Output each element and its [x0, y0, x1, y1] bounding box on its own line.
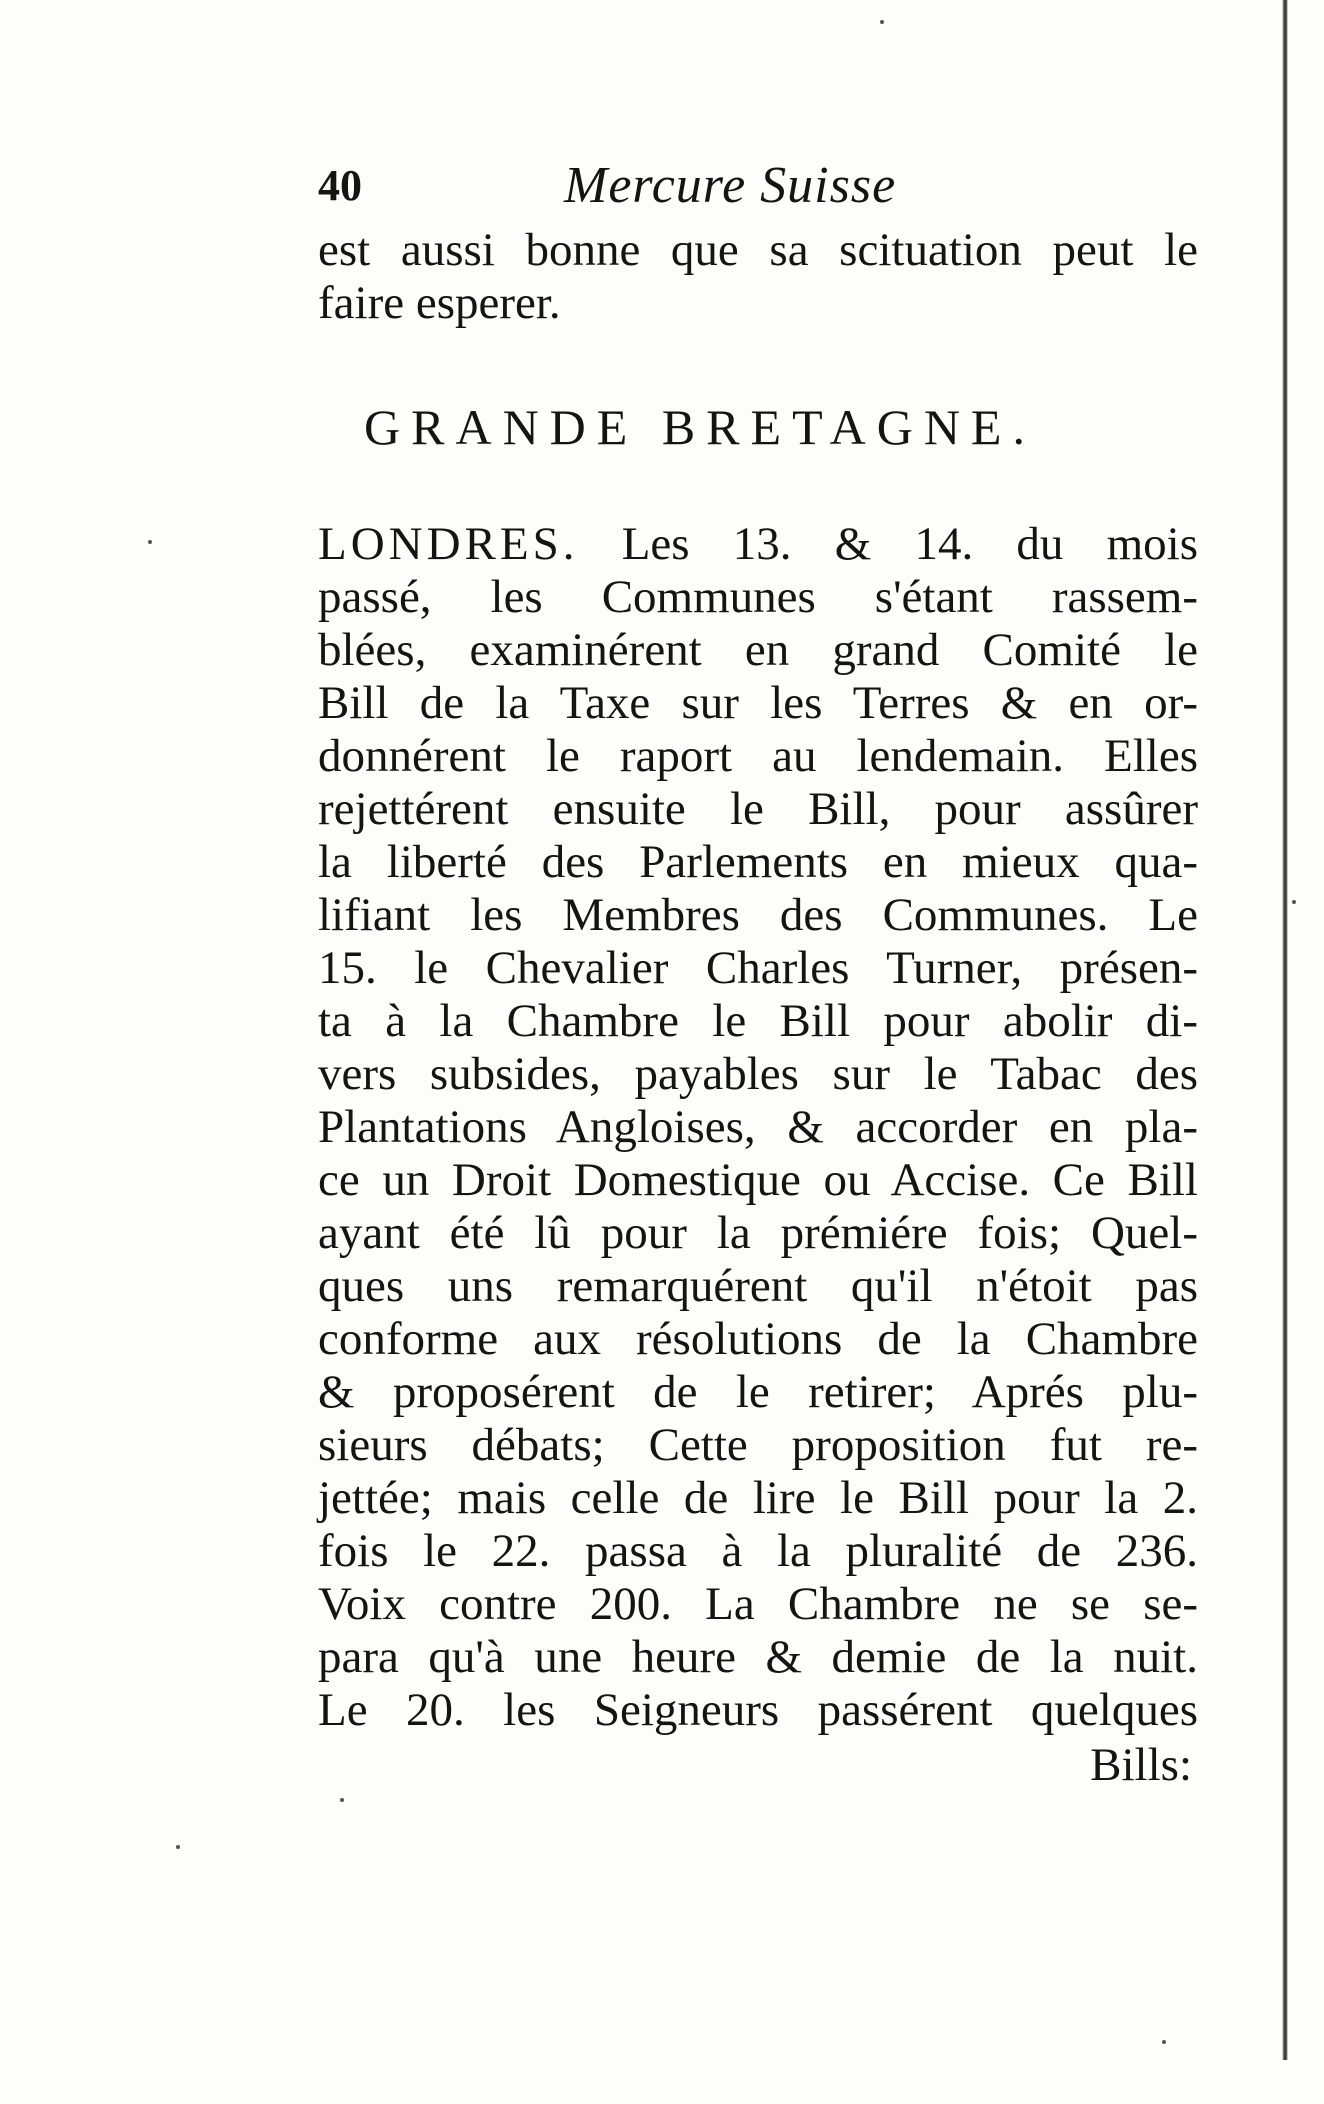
scan-speck: [880, 20, 884, 24]
running-title: Mercure Suisse: [564, 157, 897, 214]
text-line: vers subsides, payables sur le Tabac des: [318, 1048, 1198, 1100]
text-line: fois le 22. passa à la pluralité de 236.: [318, 1525, 1198, 1577]
text-line: sieurs débats; Cette proposition fut re-: [318, 1419, 1198, 1471]
scan-speck: [1162, 2040, 1166, 2044]
text-line: faire esperer.: [318, 277, 561, 329]
text-line: & proposérent de le retirer; Aprés plu-: [318, 1366, 1198, 1418]
body-paragraph: [318, 518, 1198, 1737]
text-line: donnérent le raport au lendemain. Elles: [318, 730, 1198, 782]
scan-speck: [340, 1798, 344, 1802]
catchword: Bills:: [1090, 1739, 1192, 1791]
text-block: [318, 150, 1198, 1792]
first-line-rest: Les 13. & 14. du mois: [621, 518, 1199, 570]
text-line: Voix contre 200. La Chambre ne se se-: [318, 1578, 1198, 1630]
text-line: ta à la Chambre le Bill pour abolir di-: [318, 995, 1198, 1047]
text-line: conforme aux résolutions de la Chambre: [318, 1313, 1198, 1365]
text-line: Plantations Angloises, & accorder en pla-: [318, 1101, 1198, 1153]
text-line: ayant été lû pour la prémiére fois; Quel-: [318, 1207, 1198, 1259]
text-line: para qu'à une heure & demie de la nuit.: [318, 1631, 1198, 1683]
place-name: LONDRES.: [318, 518, 579, 570]
scan-speck: [176, 1845, 180, 1849]
text-line: jettée; mais celle de lire le Bill pour la 2.: [318, 1472, 1198, 1524]
text-line: passé, les Communes s'étant rassem-: [318, 571, 1198, 623]
text-line: Bill de la Taxe sur les Terres & en or-: [318, 677, 1198, 729]
text-line: ce un Droit Domestique ou Accise. Ce Bill: [318, 1154, 1198, 1206]
section-heading: GRANDE BRETAGNE.: [364, 399, 1036, 455]
text-line: rejettérent ensuite le Bill, pour assûrer: [318, 783, 1198, 835]
text-line: ques uns remarquérent qu'il n'étoit pas: [318, 1260, 1198, 1312]
text-line-first: [318, 518, 1198, 571]
page-number: 40: [318, 161, 362, 210]
scan-speck: [148, 540, 152, 544]
running-head: [318, 150, 1198, 222]
text-line: lifiant les Membres des Communes. Le: [318, 889, 1198, 941]
text-line: est aussi bonne que sa scituation peut le: [318, 224, 1198, 276]
page-edge: [1282, 0, 1288, 2060]
text-line: blées, examinérent en grand Comité le: [318, 624, 1198, 676]
scan-speck: [1292, 900, 1296, 904]
text-line: 15. le Chevalier Charles Turner, présen-: [318, 942, 1198, 994]
text-line: Le 20. les Seigneurs passérent quelques: [318, 1684, 1198, 1736]
text-line: la liberté des Parlements en mieux qua-: [318, 836, 1198, 888]
intro-paragraph: [318, 224, 1198, 330]
